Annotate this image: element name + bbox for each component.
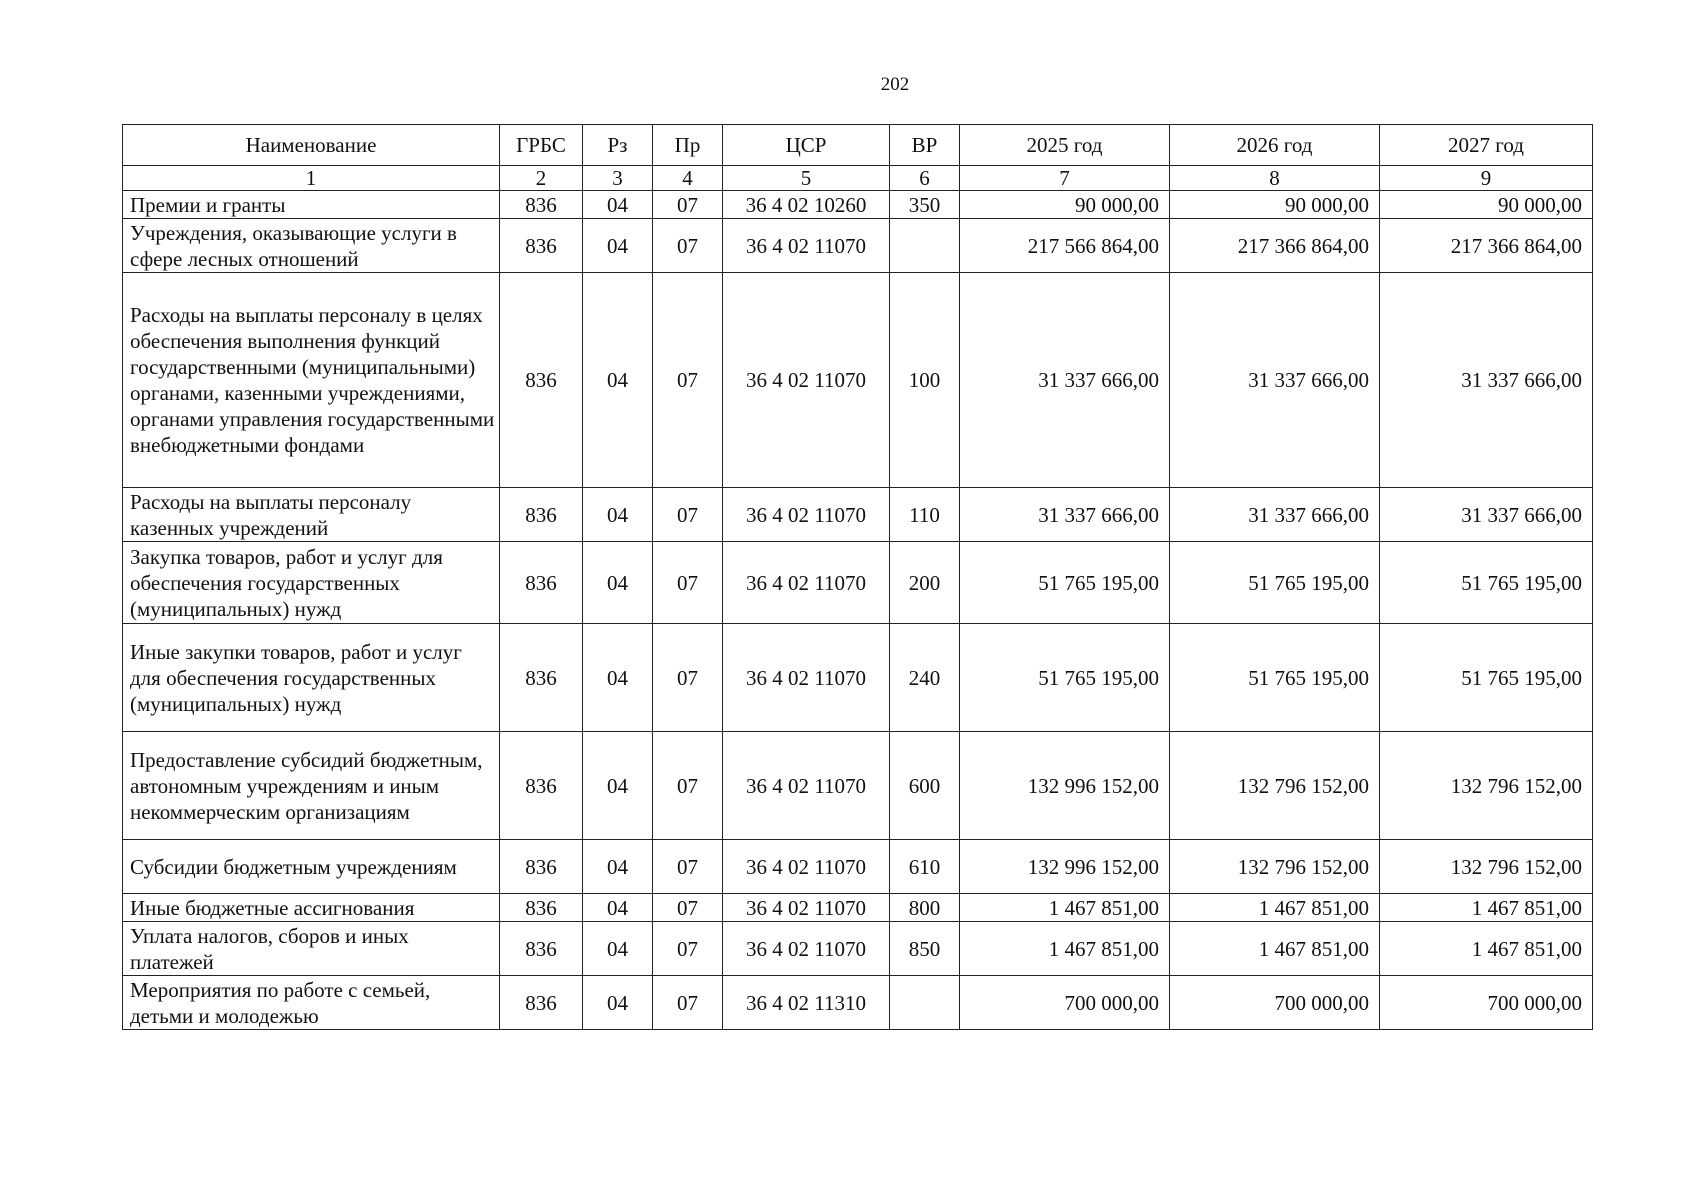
row-2027: 31 337 666,00 — [1380, 273, 1593, 488]
row-csr: 36 4 02 11070 — [723, 488, 890, 542]
row-2026: 31 337 666,00 — [1170, 488, 1380, 542]
row-csr: 36 4 02 11070 — [723, 840, 890, 894]
table-row — [123, 624, 1593, 732]
column-header: Пр — [653, 125, 723, 166]
column-number: 9 — [1380, 166, 1593, 191]
row-vr: 610 — [890, 840, 960, 894]
row-vr: 350 — [890, 191, 960, 219]
row-2027: 132 796 152,00 — [1380, 732, 1593, 840]
table-row — [123, 542, 1593, 624]
row-rz: 04 — [583, 488, 653, 542]
row-pr: 07 — [653, 273, 723, 488]
row-grbs: 836 — [500, 488, 583, 542]
row-pr: 07 — [653, 542, 723, 624]
row-csr: 36 4 02 11070 — [723, 624, 890, 732]
row-csr: 36 4 02 11070 — [723, 219, 890, 273]
row-name: Иные закупки товаров, работ и услуг для обеспечения государственных (муниципальных) нужд — [123, 624, 500, 732]
row-csr: 36 4 02 10260 — [723, 191, 890, 219]
row-2025: 90 000,00 — [960, 191, 1170, 219]
row-pr: 07 — [653, 624, 723, 732]
table-row — [123, 976, 1593, 1030]
row-rz: 04 — [583, 976, 653, 1030]
row-pr: 07 — [653, 732, 723, 840]
row-csr: 36 4 02 11070 — [723, 922, 890, 976]
row-csr: 36 4 02 11070 — [723, 732, 890, 840]
row-grbs: 836 — [500, 624, 583, 732]
row-vr: 850 — [890, 922, 960, 976]
column-header: ЦСР — [723, 125, 890, 166]
row-rz: 04 — [583, 732, 653, 840]
row-csr: 36 4 02 11070 — [723, 273, 890, 488]
row-2027: 90 000,00 — [1380, 191, 1593, 219]
column-header: Рз — [583, 125, 653, 166]
row-2027: 700 000,00 — [1380, 976, 1593, 1030]
row-vr: 110 — [890, 488, 960, 542]
table-row — [123, 894, 1593, 922]
column-number: 4 — [653, 166, 723, 191]
row-pr: 07 — [653, 488, 723, 542]
table-row — [123, 191, 1593, 219]
column-header: 2027 год — [1380, 125, 1593, 166]
row-2026: 31 337 666,00 — [1170, 273, 1380, 488]
column-number: 1 — [123, 166, 500, 191]
table-row — [123, 488, 1593, 542]
row-grbs: 836 — [500, 219, 583, 273]
row-2026: 90 000,00 — [1170, 191, 1380, 219]
column-header: ГРБС — [500, 125, 583, 166]
row-name: Предоставление субсидий бюджетным, автономным учреждениям и иным некоммерческим организациям — [123, 732, 500, 840]
row-vr: 800 — [890, 894, 960, 922]
row-grbs: 836 — [500, 542, 583, 624]
row-pr: 07 — [653, 840, 723, 894]
column-number: 3 — [583, 166, 653, 191]
row-name: Мероприятия по работе с семьей, детьми и молодежью — [123, 976, 500, 1030]
table-row — [123, 922, 1593, 976]
row-2026: 217 366 864,00 — [1170, 219, 1380, 273]
column-header: ВР — [890, 125, 960, 166]
row-2025: 217 566 864,00 — [960, 219, 1170, 273]
page-number: 202 — [880, 74, 910, 95]
table-row — [123, 219, 1593, 273]
row-name: Учреждения, оказывающие услуги в сфере лесных отношений — [123, 219, 500, 273]
table-row — [123, 732, 1593, 840]
row-rz: 04 — [583, 922, 653, 976]
table-row — [123, 840, 1593, 894]
row-pr: 07 — [653, 191, 723, 219]
row-2025: 31 337 666,00 — [960, 273, 1170, 488]
row-2026: 51 765 195,00 — [1170, 542, 1380, 624]
row-2026: 51 765 195,00 — [1170, 624, 1380, 732]
row-rz: 04 — [583, 840, 653, 894]
column-number-row — [123, 166, 1593, 191]
row-csr: 36 4 02 11070 — [723, 542, 890, 624]
row-2025: 51 765 195,00 — [960, 624, 1170, 732]
row-rz: 04 — [583, 624, 653, 732]
column-number: 2 — [500, 166, 583, 191]
row-grbs: 836 — [500, 191, 583, 219]
row-2027: 1 467 851,00 — [1380, 894, 1593, 922]
row-vr: 600 — [890, 732, 960, 840]
row-grbs: 836 — [500, 273, 583, 488]
row-vr: 240 — [890, 624, 960, 732]
column-number: 6 — [890, 166, 960, 191]
row-name: Закупка товаров, работ и услуг для обеспечения государственных (муниципальных) нужд — [123, 542, 500, 624]
row-vr — [890, 219, 960, 273]
row-2027: 1 467 851,00 — [1380, 922, 1593, 976]
row-2026: 700 000,00 — [1170, 976, 1380, 1030]
budget-table — [122, 124, 1593, 1030]
row-rz: 04 — [583, 219, 653, 273]
row-2026: 1 467 851,00 — [1170, 894, 1380, 922]
column-header: 2026 год — [1170, 125, 1380, 166]
row-name: Субсидии бюджетным учреждениям — [123, 840, 500, 894]
row-pr: 07 — [653, 922, 723, 976]
row-name: Премии и гранты — [123, 191, 500, 219]
row-2026: 132 796 152,00 — [1170, 732, 1380, 840]
row-vr — [890, 976, 960, 1030]
column-number: 8 — [1170, 166, 1380, 191]
row-rz: 04 — [583, 894, 653, 922]
row-pr: 07 — [653, 219, 723, 273]
row-grbs: 836 — [500, 732, 583, 840]
row-name: Расходы на выплаты персоналу в целях обеспечения выполнения функций государственными (муниципальными) органами, казенными учреждениями, органами управления государственными внебюджетными фондами — [123, 273, 500, 488]
row-2025: 31 337 666,00 — [960, 488, 1170, 542]
row-2027: 217 366 864,00 — [1380, 219, 1593, 273]
row-name: Расходы на выплаты персоналу казенных учреждений — [123, 488, 500, 542]
row-2025: 700 000,00 — [960, 976, 1170, 1030]
column-header: Наименование — [123, 125, 500, 166]
row-csr: 36 4 02 11310 — [723, 976, 890, 1030]
row-grbs: 836 — [500, 976, 583, 1030]
row-2025: 1 467 851,00 — [960, 922, 1170, 976]
row-pr: 07 — [653, 976, 723, 1030]
row-2027: 51 765 195,00 — [1380, 542, 1593, 624]
column-header: 2025 год — [960, 125, 1170, 166]
row-2026: 1 467 851,00 — [1170, 922, 1380, 976]
row-pr: 07 — [653, 894, 723, 922]
row-2027: 31 337 666,00 — [1380, 488, 1593, 542]
row-2027: 132 796 152,00 — [1380, 840, 1593, 894]
row-name: Иные бюджетные ассигнования — [123, 894, 500, 922]
column-number: 7 — [960, 166, 1170, 191]
row-grbs: 836 — [500, 922, 583, 976]
header-row — [123, 125, 1593, 166]
row-name: Уплата налогов, сборов и иных платежей — [123, 922, 500, 976]
row-2025: 51 765 195,00 — [960, 542, 1170, 624]
table-row — [123, 273, 1593, 488]
row-grbs: 836 — [500, 840, 583, 894]
row-csr: 36 4 02 11070 — [723, 894, 890, 922]
row-vr: 200 — [890, 542, 960, 624]
row-grbs: 836 — [500, 894, 583, 922]
row-rz: 04 — [583, 542, 653, 624]
row-rz: 04 — [583, 191, 653, 219]
column-number: 5 — [723, 166, 890, 191]
row-2025: 1 467 851,00 — [960, 894, 1170, 922]
row-2025: 132 996 152,00 — [960, 732, 1170, 840]
row-2026: 132 796 152,00 — [1170, 840, 1380, 894]
row-2027: 51 765 195,00 — [1380, 624, 1593, 732]
row-2025: 132 996 152,00 — [960, 840, 1170, 894]
row-vr: 100 — [890, 273, 960, 488]
row-rz: 04 — [583, 273, 653, 488]
